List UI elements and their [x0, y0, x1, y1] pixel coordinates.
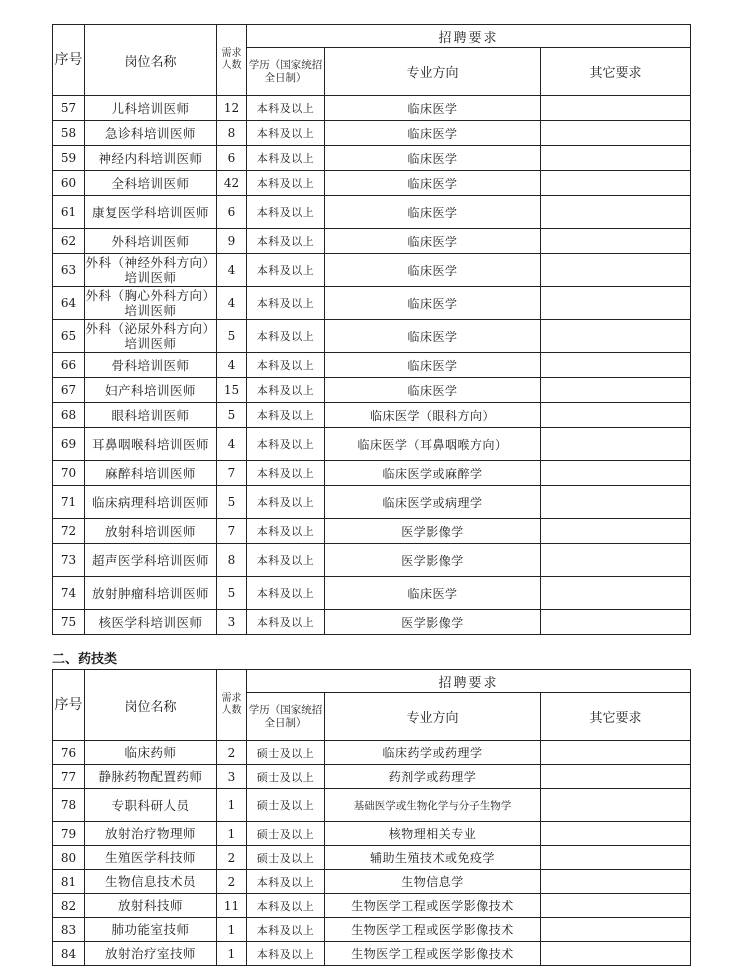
table-body [53, 741, 691, 966]
table-row [53, 486, 691, 519]
cell-seq: 64 [53, 287, 85, 320]
table-row [53, 577, 691, 610]
table-row [53, 403, 691, 428]
cell-other [541, 789, 691, 822]
table-row [53, 765, 691, 789]
table-row [53, 789, 691, 822]
table-row [53, 121, 691, 146]
cell-major: 生物信息学 [325, 870, 541, 894]
cell-other [541, 428, 691, 461]
cell-other [541, 544, 691, 577]
cell-other [541, 146, 691, 171]
cell-major: 临床医学 [325, 254, 541, 287]
cell-education: 本科及以上 [247, 403, 325, 428]
cell-position-name: 肺功能室技师 [85, 918, 217, 942]
cell-major: 医学影像学 [325, 544, 541, 577]
cell-major: 临床医学 [325, 146, 541, 171]
cell-other [541, 254, 691, 287]
cell-major: 临床医学 [325, 287, 541, 320]
cell-major: 辅助生殖技术或免疫学 [325, 846, 541, 870]
cell-education: 硕士及以上 [247, 789, 325, 822]
cell-position-name: 外科培训医师 [85, 229, 217, 254]
table-row [53, 870, 691, 894]
cell-other [541, 942, 691, 966]
cell-position-name: 耳鼻咽喉科培训医师 [85, 428, 217, 461]
cell-headcount: 6 [217, 196, 247, 229]
cell-major: 医学影像学 [325, 519, 541, 544]
cell-education: 本科及以上 [247, 171, 325, 196]
cell-other [541, 287, 691, 320]
cell-other [541, 870, 691, 894]
header-education: 学历（国家统招全日制） [247, 48, 325, 96]
cell-position-name: 眼科培训医师 [85, 403, 217, 428]
cell-position-name: 儿科培训医师 [85, 96, 217, 121]
cell-education: 本科及以上 [247, 942, 325, 966]
cell-seq: 76 [53, 741, 85, 765]
cell-headcount: 1 [217, 918, 247, 942]
cell-education: 本科及以上 [247, 544, 325, 577]
cell-position-name: 放射肿瘤科培训医师 [85, 577, 217, 610]
cell-seq: 83 [53, 918, 85, 942]
cell-seq: 61 [53, 196, 85, 229]
cell-seq: 74 [53, 577, 85, 610]
cell-seq: 62 [53, 229, 85, 254]
cell-position-name: 外科（神经外科方向）培训医师 [85, 255, 216, 285]
cell-major: 临床医学 [325, 229, 541, 254]
cell-major: 临床医学 [325, 121, 541, 146]
cell-position-name: 康复医学科培训医师 [85, 196, 217, 229]
cell-other [541, 822, 691, 846]
cell-headcount: 15 [217, 378, 247, 403]
table-row [53, 254, 691, 287]
cell-other [541, 765, 691, 789]
cell-major: 临床医学或麻醉学 [325, 461, 541, 486]
cell-headcount: 4 [217, 254, 247, 287]
cell-seq: 60 [53, 171, 85, 196]
table-row [53, 378, 691, 403]
cell-seq: 81 [53, 870, 85, 894]
table-row [53, 846, 691, 870]
cell-position-name: 核医学科培训医师 [85, 610, 217, 635]
header-seq: 序号 [53, 670, 85, 741]
cell-seq: 71 [53, 486, 85, 519]
cell-headcount: 4 [217, 428, 247, 461]
cell-education: 本科及以上 [247, 870, 325, 894]
cell-seq: 77 [53, 765, 85, 789]
cell-seq: 72 [53, 519, 85, 544]
cell-headcount: 1 [217, 822, 247, 846]
cell-headcount: 4 [217, 353, 247, 378]
cell-position-name: 放射治疗室技师 [85, 942, 217, 966]
cell-other [541, 403, 691, 428]
cell-seq: 63 [53, 254, 85, 287]
table-row [53, 287, 691, 320]
cell-education: 本科及以上 [247, 146, 325, 171]
cell-education: 本科及以上 [247, 577, 325, 610]
cell-seq: 70 [53, 461, 85, 486]
table-row [53, 741, 691, 765]
cell-position-name: 临床药师 [85, 741, 217, 765]
cell-education: 本科及以上 [247, 610, 325, 635]
cell-position-name: 生物信息技术员 [85, 870, 217, 894]
cell-seq: 80 [53, 846, 85, 870]
cell-headcount: 2 [217, 870, 247, 894]
cell-position-name: 生殖医学科技师 [85, 846, 217, 870]
cell-education: 本科及以上 [247, 378, 325, 403]
cell-seq: 84 [53, 942, 85, 966]
header-headcount: 需求人数 [217, 25, 247, 96]
table-row [53, 822, 691, 846]
cell-seq: 58 [53, 121, 85, 146]
table-row [53, 353, 691, 378]
cell-headcount: 9 [217, 229, 247, 254]
cell-other [541, 846, 691, 870]
cell-other [541, 461, 691, 486]
cell-other [541, 121, 691, 146]
header-requirements: 招聘要求 [247, 670, 691, 693]
cell-other [541, 96, 691, 121]
table-row [53, 320, 691, 353]
table-row [53, 461, 691, 486]
cell-headcount: 6 [217, 146, 247, 171]
cell-other [541, 610, 691, 635]
cell-education: 本科及以上 [247, 320, 325, 353]
cell-position-name: 妇产科培训医师 [85, 378, 217, 403]
cell-position-name: 放射科培训医师 [85, 519, 217, 544]
cell-headcount: 1 [217, 942, 247, 966]
cell-major: 临床医学 [325, 320, 541, 353]
cell-other [541, 229, 691, 254]
cell-education: 本科及以上 [247, 918, 325, 942]
cell-other [541, 918, 691, 942]
header-education: 学历（国家统招全日制） [247, 693, 325, 741]
cell-other [541, 353, 691, 378]
cell-education: 本科及以上 [247, 519, 325, 544]
header-headcount: 需求人数 [217, 670, 247, 741]
cell-education: 本科及以上 [247, 353, 325, 378]
cell-headcount: 3 [217, 610, 247, 635]
table-row [53, 196, 691, 229]
cell-headcount: 11 [217, 894, 247, 918]
cell-headcount: 42 [217, 171, 247, 196]
cell-education: 本科及以上 [247, 894, 325, 918]
header-position-name: 岗位名称 [85, 25, 217, 96]
cell-position-name: 外科（泌尿外科方向）培训医师 [85, 321, 216, 351]
cell-headcount: 8 [217, 121, 247, 146]
table-row [53, 171, 691, 196]
cell-education: 本科及以上 [247, 287, 325, 320]
cell-position-name: 临床病理科培训医师 [85, 486, 217, 519]
recruitment-table-clinical [52, 24, 691, 635]
cell-headcount: 5 [217, 577, 247, 610]
cell-position-name: 静脉药物配置药师 [85, 765, 217, 789]
header-other: 其它要求 [541, 693, 691, 741]
cell-headcount: 2 [217, 741, 247, 765]
table-body [53, 96, 691, 635]
table-row [53, 519, 691, 544]
cell-major: 核物理相关专业 [325, 822, 541, 846]
cell-major: 生物医学工程或医学影像技术 [325, 894, 541, 918]
cell-education: 硕士及以上 [247, 846, 325, 870]
cell-major: 医学影像学 [325, 610, 541, 635]
cell-position-name: 全科培训医师 [85, 171, 217, 196]
cell-major: 临床医学 [325, 577, 541, 610]
cell-headcount: 7 [217, 519, 247, 544]
cell-position-name: 放射治疗物理师 [85, 822, 217, 846]
cell-other [541, 320, 691, 353]
cell-position-name: 超声医学科培训医师 [85, 544, 217, 577]
header-other: 其它要求 [541, 48, 691, 96]
header-major: 专业方向 [325, 693, 541, 741]
cell-education: 硕士及以上 [247, 765, 325, 789]
cell-other [541, 519, 691, 544]
cell-position-name: 麻醉科培训医师 [85, 461, 217, 486]
table-row [53, 146, 691, 171]
cell-headcount: 5 [217, 320, 247, 353]
cell-seq: 65 [53, 320, 85, 353]
cell-major: 生物医学工程或医学影像技术 [325, 942, 541, 966]
cell-seq: 79 [53, 822, 85, 846]
cell-seq: 73 [53, 544, 85, 577]
table-row [53, 96, 691, 121]
cell-position-name: 骨科培训医师 [85, 353, 217, 378]
cell-major: 临床医学 [325, 378, 541, 403]
cell-major: 临床医学 [325, 171, 541, 196]
cell-position-name: 神经内科培训医师 [85, 146, 217, 171]
cell-position-name: 放射科技师 [85, 894, 217, 918]
table-row [53, 942, 691, 966]
table-row [53, 544, 691, 577]
cell-education: 硕士及以上 [247, 822, 325, 846]
cell-education: 本科及以上 [247, 96, 325, 121]
cell-headcount: 7 [217, 461, 247, 486]
section-title: 二、药技类 [52, 652, 118, 667]
cell-major: 临床医学 [325, 196, 541, 229]
cell-major: 临床医学（眼科方向） [325, 403, 541, 428]
cell-headcount: 4 [217, 287, 247, 320]
cell-education: 本科及以上 [247, 254, 325, 287]
cell-position-name: 专职科研人员 [85, 789, 217, 822]
cell-other [541, 378, 691, 403]
cell-seq: 69 [53, 428, 85, 461]
cell-seq: 67 [53, 378, 85, 403]
cell-other [541, 894, 691, 918]
cell-seq: 82 [53, 894, 85, 918]
cell-seq: 68 [53, 403, 85, 428]
cell-major: 临床医学（耳鼻咽喉方向） [325, 428, 541, 461]
cell-education: 本科及以上 [247, 486, 325, 519]
recruitment-table-pharmacy-tech [52, 669, 691, 966]
cell-position-name: 急诊科培训医师 [85, 121, 217, 146]
cell-education: 硕士及以上 [247, 741, 325, 765]
cell-seq: 75 [53, 610, 85, 635]
cell-position-name: 外科（胸心外科方向）培训医师 [85, 288, 216, 318]
header-major: 专业方向 [325, 48, 541, 96]
header-position-name: 岗位名称 [85, 670, 217, 741]
cell-education: 本科及以上 [247, 196, 325, 229]
cell-seq: 57 [53, 96, 85, 121]
cell-headcount: 2 [217, 846, 247, 870]
cell-headcount: 12 [217, 96, 247, 121]
cell-seq: 59 [53, 146, 85, 171]
header-seq: 序号 [53, 25, 85, 96]
cell-other [541, 171, 691, 196]
cell-major: 临床医学或病理学 [325, 486, 541, 519]
cell-education: 本科及以上 [247, 461, 325, 486]
cell-other [541, 741, 691, 765]
cell-headcount: 5 [217, 403, 247, 428]
cell-major: 临床医学 [325, 353, 541, 378]
header-requirements: 招聘要求 [247, 25, 691, 48]
cell-education: 本科及以上 [247, 229, 325, 254]
cell-major: 基础医学或生物化学与分子生物学 [325, 789, 541, 822]
cell-seq: 66 [53, 353, 85, 378]
table-row [53, 610, 691, 635]
table-row [53, 918, 691, 942]
cell-education: 本科及以上 [247, 428, 325, 461]
cell-other [541, 577, 691, 610]
cell-headcount: 3 [217, 765, 247, 789]
cell-major: 临床医学 [325, 96, 541, 121]
table-row [53, 428, 691, 461]
cell-seq: 78 [53, 789, 85, 822]
cell-major: 临床药学或药理学 [325, 741, 541, 765]
cell-education: 本科及以上 [247, 121, 325, 146]
cell-headcount: 5 [217, 486, 247, 519]
cell-major: 生物医学工程或医学影像技术 [325, 918, 541, 942]
table-row [53, 229, 691, 254]
table-row [53, 894, 691, 918]
cell-headcount: 1 [217, 789, 247, 822]
cell-other [541, 486, 691, 519]
cell-other [541, 196, 691, 229]
cell-headcount: 8 [217, 544, 247, 577]
cell-major: 药剂学或药理学 [325, 765, 541, 789]
